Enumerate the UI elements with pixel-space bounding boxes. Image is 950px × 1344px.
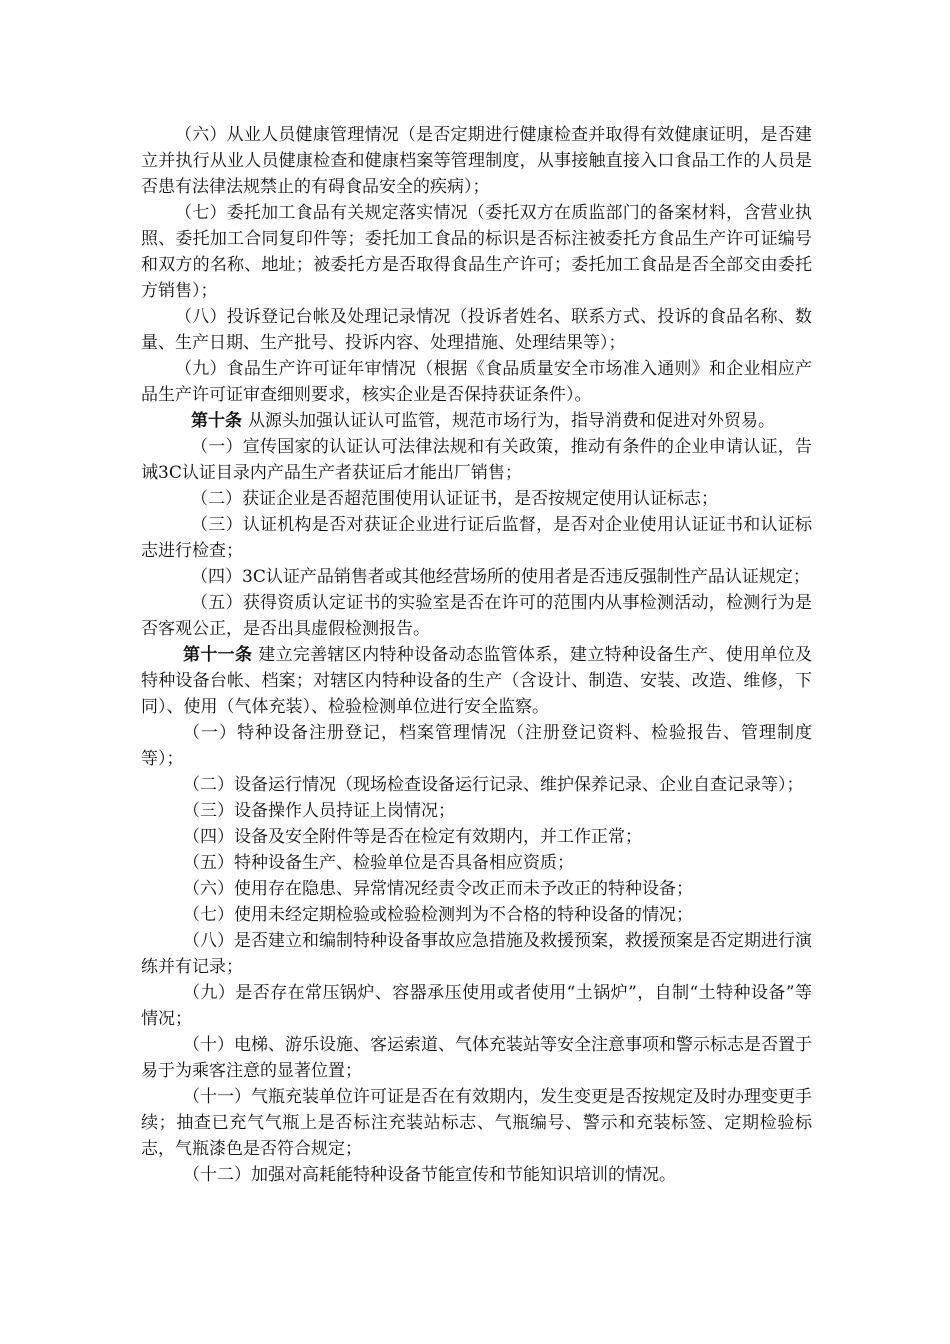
article-11-item-10 — [141, 1032, 812, 1084]
article-11-item-12 — [141, 1162, 812, 1188]
paragraph-text: （三）设备操作人员持证上岗情况； — [183, 801, 455, 821]
paragraph-text: （七）委托加工食品有关规定落实情况（委托双方在质监部门的备案材料，含营业执照、委托加工合同复印件等；委托加工食品的标识是否标注被委托方食品生产许可证编号和双方的名称、地址；被委托方是否取得食品生产许可；委托加工食品是否全部交由委托方销售）； — [141, 203, 812, 301]
paragraph-text: （十）电梯、游乐设施、客运索道、气体充装站等安全注意事项和警示标志是否置于易于为乘客注意的显著位置； — [141, 1035, 812, 1081]
paragraph-7 — [141, 200, 812, 304]
article-11-item-4 — [141, 824, 812, 850]
paragraph-8 — [141, 304, 812, 356]
article-11-item-3 — [141, 798, 812, 824]
article-11 — [141, 642, 812, 720]
article-11-item-7 — [141, 902, 812, 928]
article-11-item-2 — [141, 772, 812, 798]
article-10-item-2 — [141, 486, 812, 512]
paragraph-9 — [141, 356, 812, 408]
article-10-item-1 — [141, 434, 812, 486]
article-11-item-5 — [141, 850, 812, 876]
paragraph-text: （二）获证企业是否超范围使用认证证书，是否按规定使用认证标志； — [191, 489, 718, 509]
paragraph-text: （八）投诉登记台帐及处理记录情况（投诉者姓名、联系方式、投诉的食品名称、数量、生产日期、生产批号、投诉内容、处理措施、处理结果等）； — [141, 307, 812, 353]
article-10-item-4 — [141, 564, 812, 590]
paragraph-6 — [141, 122, 812, 200]
paragraph-text: （一）特种设备注册登记，档案管理情况（注册登记资料、检验报告、管理制度等）； — [141, 723, 812, 769]
article-11-item-1 — [141, 720, 812, 772]
article-10-item-5 — [141, 590, 812, 642]
paragraph-text: （六）从业人员健康管理情况（是否定期进行健康检查并取得有效健康证明，是否建立并执行从业人员健康检查和健康档案等管理制度，从事接触直接入口食品工作的人员是否患有法律法规禁止的有碍食品安全的疾病）； — [141, 125, 812, 197]
article-10 — [141, 408, 812, 434]
paragraph-text: （一）宣传国家的认证认可法律法规和有关政策，推动有条件的企业申请认证，告诫3C认证目录内产品生产者获证后才能出厂销售； — [141, 437, 812, 483]
paragraph-text: （五）特种设备生产、检验单位是否具备相应资质； — [183, 853, 574, 873]
article-11-item-6 — [141, 876, 812, 902]
paragraph-text: （八）是否建立和编制特种设备事故应急措施及救援预案，救援预案是否定期进行演练并有记录； — [141, 931, 812, 977]
article-11-item-8 — [141, 928, 812, 980]
paragraph-text: （十一）气瓶充装单位许可证是否在有效期内，发生变更是否按规定及时办理变更手续；抽查已充气气瓶上是否标注充装站标志、气瓶编号、警示和充装标签、定期检验标志，气瓶漆色是否符合规定； — [141, 1087, 812, 1159]
article-11-item-11 — [141, 1084, 812, 1162]
paragraph-text: （三）认证机构是否对获证企业进行证后监督，是否对企业使用认证证书和认证标志进行检查； — [141, 515, 812, 561]
article-title: 第十条 — [191, 411, 242, 431]
article-text: 建立完善辖区内特种设备动态监管体系，建立特种设备生产、使用单位及特种设备台帐、档案；对辖区内特种设备的生产（含设计、制造、安装、改造、维修，下同）、使用（气体充装）、检验检测单位进行安全监察。 — [141, 645, 813, 717]
paragraph-text: （十二）加强对高耗能特种设备节能宣传和节能知识培训的情况。 — [183, 1165, 676, 1185]
paragraph-text: （五）获得资质认定证书的实验室是否在许可的范围内从事检测活动，检测行为是否客观公正，是否出具虚假检测报告。 — [141, 593, 812, 639]
paragraph-text: （四）3C认证产品销售者或其他经营场所的使用者是否违反强制性产品认证规定； — [191, 567, 810, 587]
article-text: 从源头加强认证认可监管，规范市场行为，指导消费和促进对外贸易。 — [248, 411, 775, 431]
paragraph-text: （六）使用存在隐患、异常情况经责令改正而未予改正的特种设备； — [183, 879, 693, 899]
paragraph-text: （九）是否存在常压锅炉、容器承压使用或者使用“土锅炉”，自制“土特种设备”等情况； — [141, 983, 812, 1029]
article-10-item-3 — [141, 512, 812, 564]
paragraph-text: （四）设备及安全附件等是否在检定有效期内，并工作正常； — [183, 827, 642, 847]
article-title: 第十一条 — [183, 645, 253, 665]
paragraph-text: （七）使用未经定期检验或检验检测判为不合格的特种设备的情况； — [183, 905, 693, 925]
article-11-item-9 — [141, 980, 812, 1032]
paragraph-text: （九）食品生产许可证年审情况（根据《食品质量安全市场准入通则》和企业相应产品生产许可证审查细则要求，核实企业是否保持获证条件）。 — [141, 359, 812, 405]
paragraph-text: （二）设备运行情况（现场检查设备运行记录、维护保养记录、企业自查记录等）； — [183, 775, 804, 795]
